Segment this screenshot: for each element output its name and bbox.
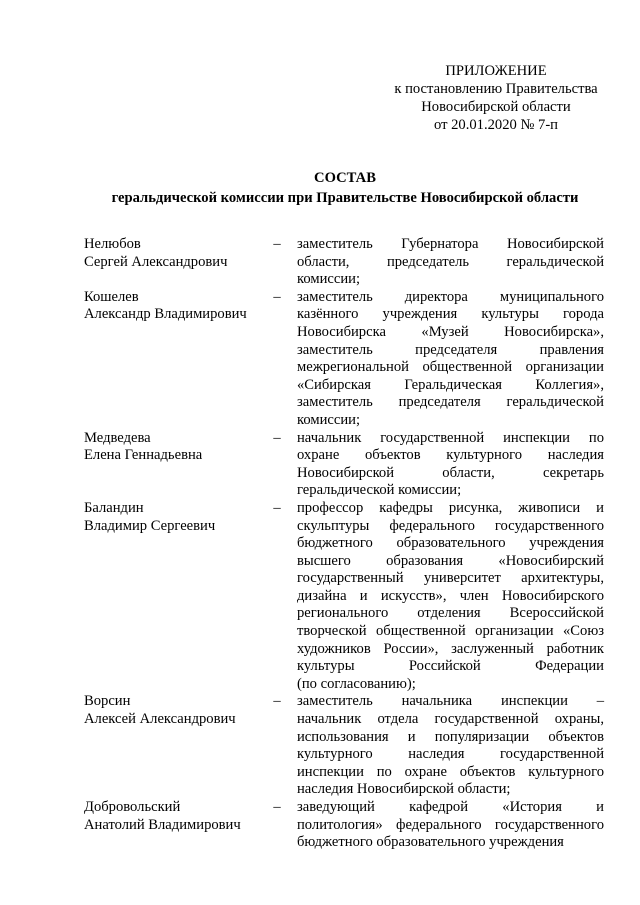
position-line: бюджетного образовательного учреждения (297, 834, 564, 851)
position-line: межрегиональной общественной организации (297, 359, 604, 376)
position-line: заместитель председателя геральдической (297, 394, 604, 411)
position-line: государственный университет архитектуры, (297, 570, 604, 587)
appendix-resolution: к постановлению Правительства (394, 81, 598, 97)
position-line: комиссии; (297, 411, 361, 428)
member-name (84, 289, 274, 324)
position-line: творческой общественной организации «Союз (297, 623, 604, 640)
position-line: геральдической комиссии; (297, 482, 462, 499)
member-dash: – (273, 429, 281, 446)
position-line: заместитель директора муниципального (297, 288, 604, 305)
member-given-name: Анатолий Владимирович (84, 816, 241, 833)
position-line: охране объектов культурного наследия (297, 447, 604, 464)
position-line: «Сибирская Геральдическая Коллегия», (297, 376, 604, 393)
position-line: заведующий кафедрой «История и (297, 799, 604, 815)
position-line: казённого учреждения культуры города (297, 306, 604, 323)
member-position (297, 693, 604, 799)
position-line: заместитель начальника инспекции – (297, 693, 604, 710)
member-position (297, 799, 604, 852)
member-dash: – (273, 799, 281, 815)
position-line: Новосибирска «Музей Новосибирска», (297, 323, 604, 340)
member-given-name: Елена Геннадьевна (84, 447, 203, 464)
member-given-name: Сергей Александрович (84, 253, 228, 270)
member-surname: Добровольский (84, 799, 181, 815)
member-given-name: Алексей Александрович (84, 711, 236, 728)
appendix-date-number: от 20.01.2020 № 7-п (434, 117, 558, 133)
position-line: области, председатель геральдической (297, 253, 604, 270)
member-dash: – (273, 499, 281, 516)
member-row (0, 799, 640, 852)
member-surname: Ворсин (84, 693, 131, 710)
member-name (84, 430, 274, 465)
member-position (297, 289, 604, 430)
member-dash: – (273, 693, 281, 710)
member-dash: – (273, 288, 281, 305)
member-name (84, 500, 274, 535)
position-line: дизайна и искусств», член Новосибирского (297, 587, 604, 604)
position-line: культурного наследия государственной (297, 746, 604, 763)
members-list (0, 236, 640, 852)
position-line: профессор кафедры рисунка, живописи и (297, 499, 604, 516)
position-line: Новосибирской области, секретарь (297, 464, 604, 481)
appendix-block (388, 62, 604, 134)
member-surname: Кошелев (84, 288, 139, 305)
position-line: высшего образования «Новосибирский (297, 552, 604, 569)
position-line: культуры Российской Федерации (297, 658, 604, 675)
member-surname: Баландин (84, 499, 144, 516)
position-line: начальник отдела государственной охраны, (297, 711, 604, 728)
position-line: использования и популяризации объектов (297, 728, 604, 745)
member-position (297, 430, 604, 500)
member-given-name: Александр Владимирович (84, 306, 247, 323)
member-row (0, 500, 640, 694)
position-line: заместитель Губернатора Новосибирской (297, 236, 604, 252)
member-name (84, 799, 274, 834)
position-line: начальник государственной инспекции по (297, 429, 604, 446)
position-line: скульптуры федерального государственного (297, 517, 604, 534)
member-position (297, 236, 604, 289)
member-name (84, 693, 274, 728)
title-subheading: геральдической комиссии при Правительстве Новосибирской области (111, 190, 579, 206)
member-given-name: Владимир Сергеевич (84, 517, 216, 534)
position-line: инспекции по охране объектов культурного (297, 763, 604, 780)
appendix-region: Новосибирской области (421, 99, 571, 115)
appendix-label: ПРИЛОЖЕНИЕ (445, 63, 547, 79)
position-line: политология» федерального государственного (297, 816, 604, 833)
title-heading: СОСТАВ (314, 170, 376, 186)
member-row (0, 693, 640, 799)
position-line: (по согласованию); (297, 675, 416, 692)
position-line: наследия Новосибирской области; (297, 781, 511, 798)
position-line: художников России», заслуженный работник (297, 640, 604, 657)
document-title (60, 168, 630, 208)
member-row (0, 430, 640, 500)
member-row (0, 236, 640, 289)
member-row (0, 289, 640, 430)
member-name (84, 236, 274, 271)
position-line: заместитель председателя правления (297, 341, 604, 358)
position-line: комиссии; (297, 271, 361, 288)
position-line: бюджетного образовательного учреждения (297, 535, 604, 552)
member-position (297, 500, 604, 694)
member-surname: Нелюбов (84, 236, 141, 252)
member-surname: Медведева (84, 429, 151, 446)
member-dash: – (273, 236, 281, 252)
position-line: регионального отделения Всероссийской (297, 605, 604, 622)
